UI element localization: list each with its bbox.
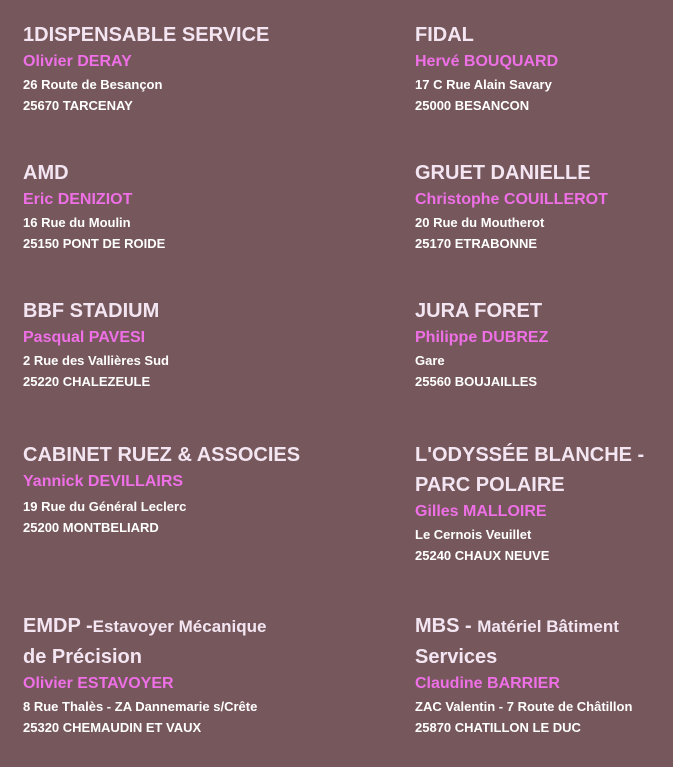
contact-name: Philippe DUBREZ — [415, 329, 549, 346]
street-address: 17 C Rue Alain Savary — [415, 77, 552, 92]
company-name-line1: L'ODYSSÉE BLANCHE - — [415, 444, 645, 466]
postal-city: 25670 TARCENAY — [23, 98, 133, 113]
contact-name: Olivier ESTAVOYER — [23, 675, 174, 692]
company-card — [23, 440, 301, 538]
company-card — [23, 296, 273, 392]
postal-city: 25150 PONT DE ROIDE — [23, 236, 166, 251]
company-name: GRUET DANIELLE — [415, 162, 591, 184]
contact-name: Hervé BOUQUARD — [415, 53, 559, 70]
street-address: 8 Rue Thalès - ZA Dannemarie s/Crête — [23, 699, 258, 714]
company-card — [415, 440, 665, 566]
contact-name: Yannick DEVILLAIRS — [23, 473, 184, 490]
contact-name: Eric DENIZIOT — [23, 191, 133, 208]
company-name: 1DISPENSABLE SERVICE — [23, 24, 270, 46]
contact-name: Gilles MALLOIRE — [415, 503, 547, 520]
company-name-line1 — [23, 611, 273, 642]
company-name-line1 — [415, 611, 665, 642]
postal-city: 25560 BOUJAILLES — [415, 374, 538, 389]
postal-city: 25220 CHALEZEULE — [23, 374, 151, 389]
company-name-abbrev: MBS - — [415, 615, 478, 637]
company-name-line2: de Précision — [23, 646, 142, 668]
postal-city: 25240 CHAUX NEUVE — [415, 548, 550, 563]
company-card — [415, 611, 665, 738]
company-name-line2: Services — [415, 646, 498, 668]
contact-name: Olivier DERAY — [23, 53, 132, 70]
street-address: 20 Rue du Moutherot — [415, 215, 545, 230]
company-card — [415, 296, 665, 392]
street-address: 2 Rue des Vallières Sud — [23, 353, 169, 368]
company-card — [23, 158, 273, 254]
company-card — [415, 158, 665, 254]
postal-city: 25320 CHEMAUDIN ET VAUX — [23, 720, 202, 735]
company-name-expanded: Matériel Bâtiment — [477, 617, 619, 636]
company-name-line2: PARC POLAIRE — [415, 474, 565, 496]
postal-city: 25870 CHATILLON LE DUC — [415, 720, 581, 735]
company-name: JURA FORET — [415, 300, 543, 322]
postal-city: 25000 BESANCON — [415, 98, 530, 113]
contact-name: Christophe COUILLEROT — [415, 191, 608, 208]
postal-city: 25200 MONTBELIARD — [23, 520, 159, 535]
street-address: Le Cernois Veuillet — [415, 527, 532, 542]
company-name: CABINET RUEZ & ASSOCIES — [23, 444, 301, 466]
company-card — [23, 20, 273, 116]
company-card — [415, 20, 665, 116]
street-address: 16 Rue du Moulin — [23, 215, 131, 230]
company-name: BBF STADIUM — [23, 300, 160, 322]
company-name-expanded: Estavoyer Mécanique — [92, 617, 267, 636]
street-address: Gare — [415, 353, 445, 368]
street-address: 19 Rue du Général Leclerc — [23, 499, 187, 514]
company-name-abbrev: EMDP - — [23, 615, 93, 637]
contact-name: Claudine BARRIER — [415, 675, 560, 692]
contact-name: Pasqual PAVESI — [23, 329, 146, 346]
postal-city: 25170 ETRABONNE — [415, 236, 538, 251]
company-card — [23, 611, 273, 738]
company-name: AMD — [23, 162, 69, 184]
street-address: 26 Route de Besançon — [23, 77, 163, 92]
street-address: ZAC Valentin - 7 Route de Châtillon — [415, 699, 633, 714]
company-name: FIDAL — [415, 24, 474, 46]
